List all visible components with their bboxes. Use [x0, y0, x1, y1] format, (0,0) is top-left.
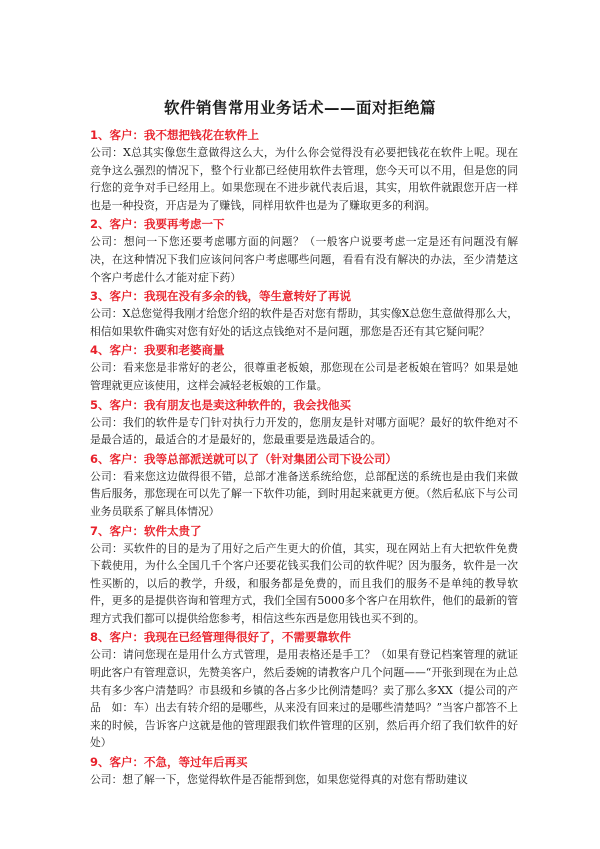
- answer-paragraph-3: 公司：X总您觉得我刚才给您介绍的软件是否对您有帮助，其实像X总您生意做得那么大，相信如果软件确实对您有好处的话这点钱绝对不是问题，那您是否还有其它疑问呢？: [90, 307, 518, 338]
- question-heading-4: 4、客户：我要和老婆商量: [90, 343, 225, 358]
- question-heading-6: 6、客户：我等总部派送就可以了（针对集团公司下设公司）: [90, 451, 397, 466]
- question-heading-7: 7、客户：软件太贵了: [90, 523, 202, 538]
- answer-paragraph-2: 公司：想问一下您还要考虑哪方面的问题？（一般客户说要考虑一定是还有问题没有解决，在这种情况下我们应该问问客户考虑哪些问题，看看有没有解决的办法，至少清楚这个客户考虑什么才能对症下药）: [90, 235, 518, 284]
- answer-paragraph-8: 公司：请问您现在是用什么方式管理，是用表格还是手工？（如果有登记档案管理的就证明此客户有管理意识，先赞美客户，然后委婉的请教客户几个问题——“开张到现在为止总共有多少客户清楚吗？市县级和乡镇的各占多少比例清楚吗？卖了那么多XX（提公司的产品 如：车）出去有转介绍的是哪些，从来没有回来过的是哪些清楚吗？”当客户都答不上来的时候，告诉客户这就是他的管理跟我们软件管理的区别，然后再介绍了我们软件的好处）: [90, 648, 518, 750]
- answer-paragraph-5: 公司：我们的软件是专门针对执行力开发的，您朋友是针对哪方面呢？最好的软件绝对不是最合适的，最适合的才是最好的，您最重要是选最适合的。: [90, 415, 518, 447]
- answer-paragraph-9: 公司：想了解一下，您觉得软件是否能帮到您，如果您觉得真的对您有帮助建议: [90, 773, 468, 787]
- question-heading-3: 3、客户：我现在没有多余的钱，等生意转好了再说: [90, 289, 351, 304]
- answer-paragraph-6: 公司：看来您这边做得很不错，总部才准备送系统给您，总部配送的系统也是由我们来做售后服务，那您现在可以先了解一下软件功能，到时用起来就更方便。（然后私底下与公司业务员联系了解具体情况）: [90, 469, 518, 518]
- answer-paragraph-1: 公司：X总其实像您生意做得这么大，为什么你会觉得没有必要把钱花在软件上呢。现在竞争这么强烈的情况下，整个行业都已经使用软件去管理，您今天可以不用，但是您的同行您的竞争对手已经用上。如果您现在不进步就代表后退，其实，用软件就跟您开店一样也是一种投资，开店是为了赚钱，同样用软件也是为了赚取更多的利润。: [90, 146, 518, 212]
- document-title: 软件销售常用业务话术——面对拒绝篇: [163, 99, 436, 117]
- question-heading-9: 9、客户：不急，等过年后再买: [90, 755, 248, 770]
- question-heading-8: 8、客户：我现在已经管理得很好了，不需要靠软件: [90, 630, 351, 645]
- answer-paragraph-4: 公司：看来您是非常好的老公，很尊重老板娘，那您现在公司是老板娘在管吗？如果是她管理就更应该使用，这样会减轻老板娘的工作量。: [90, 361, 518, 392]
- question-heading-1: 1、客户：我不想把钱花在软件上: [90, 128, 259, 142]
- question-heading-2: 2、客户：我要再考虑一下: [90, 217, 225, 232]
- question-heading-5: 5、客户：我有朋友也是卖这种软件的，我会找他买: [90, 397, 351, 412]
- answer-paragraph-7: 公司：买软件的目的是为了用好之后产生更大的价值，其实，现在网站上有大把软件免费下载使用，为什么全国几千个客户还要花钱买我们公司的软件呢？因为服务，软件是一次性买断的，以后的教学，升级，和服务都是免费的，而且我们的服务不是单纯的教导软件，更多的是提供咨询和管理方式，我们全国有5000多个客户在用软件，他们的最新的管理方式我们都可以提供给您参考，相信这些东西是您用钱也买不到的。: [90, 541, 518, 625]
- sections-list: [90, 126, 518, 790]
